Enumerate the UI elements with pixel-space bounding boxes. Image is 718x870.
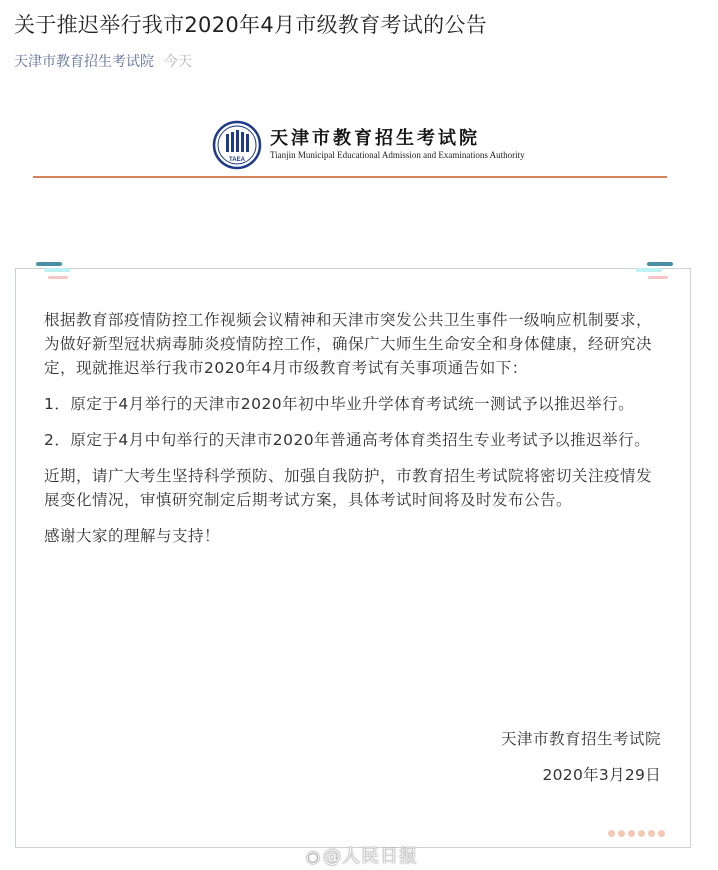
corner-deco-top-right-pink	[648, 276, 668, 279]
notice-paragraph: 2．原定于4月中旬举行的天津市2020年普通高考体育类招生专业考试予以推迟举行。	[44, 431, 651, 449]
corner-deco-top-left-teal	[36, 262, 62, 266]
signature-org: 天津市教育招生考试院	[500, 730, 661, 748]
watermark-text: @人民日报	[322, 846, 418, 867]
article-meta	[14, 52, 192, 72]
org-name-cn: 天津市教育招生考试院	[270, 128, 480, 149]
corner-deco-top-right-teal	[647, 262, 673, 266]
weibo-icon: ◉	[306, 847, 321, 866]
notice-paragraph: 1．原定于4月举行的天津市2020年初中毕业升学体育考试统一测试予以推迟举行。	[44, 395, 635, 413]
signature-date: 2020年3月29日	[542, 766, 661, 784]
publish-date: 今天	[164, 54, 192, 70]
notice-paragraph: 近期，请广大考生坚持科学预防、加强自我防护，市教育招生考试院将密切关注疫情发展变化情况，审慎研究制定后期考试方案，具体考试时间将及时发布公告。	[44, 467, 653, 509]
org-logo	[212, 120, 542, 170]
taea-emblem-icon	[212, 120, 262, 170]
corner-deco-top-left-pink	[48, 276, 68, 279]
notice-body	[44, 308, 664, 560]
weibo-watermark	[306, 842, 418, 868]
emblem-text: TAEA	[229, 157, 245, 163]
header-divider	[33, 176, 667, 178]
article-title: 关于推迟举行我市2020年4月市级教育考试的公告	[14, 13, 488, 37]
org-name-en: Tianjin Municipal Educational Admission and Examinations Authority	[270, 150, 525, 160]
decorative-dots	[608, 822, 668, 841]
corner-deco-top-left-cyan	[44, 268, 70, 272]
notice-paragraph: 感谢大家的理解与支持！	[44, 527, 221, 545]
corner-deco-top-right-cyan	[636, 268, 662, 272]
author-link[interactable]: 天津市教育招生考试院	[14, 54, 154, 70]
notice-paragraph: 根据教育部疫情防控工作视频会议精神和天津市突发公共卫生事件一级响应机制要求，为做好新型冠状病毒肺炎疫情防控工作，确保广大师生生命安全和身体健康，经研究决定，现就推迟举行我市2020年4月市级教育考试有关事项通告如下：	[44, 311, 653, 377]
